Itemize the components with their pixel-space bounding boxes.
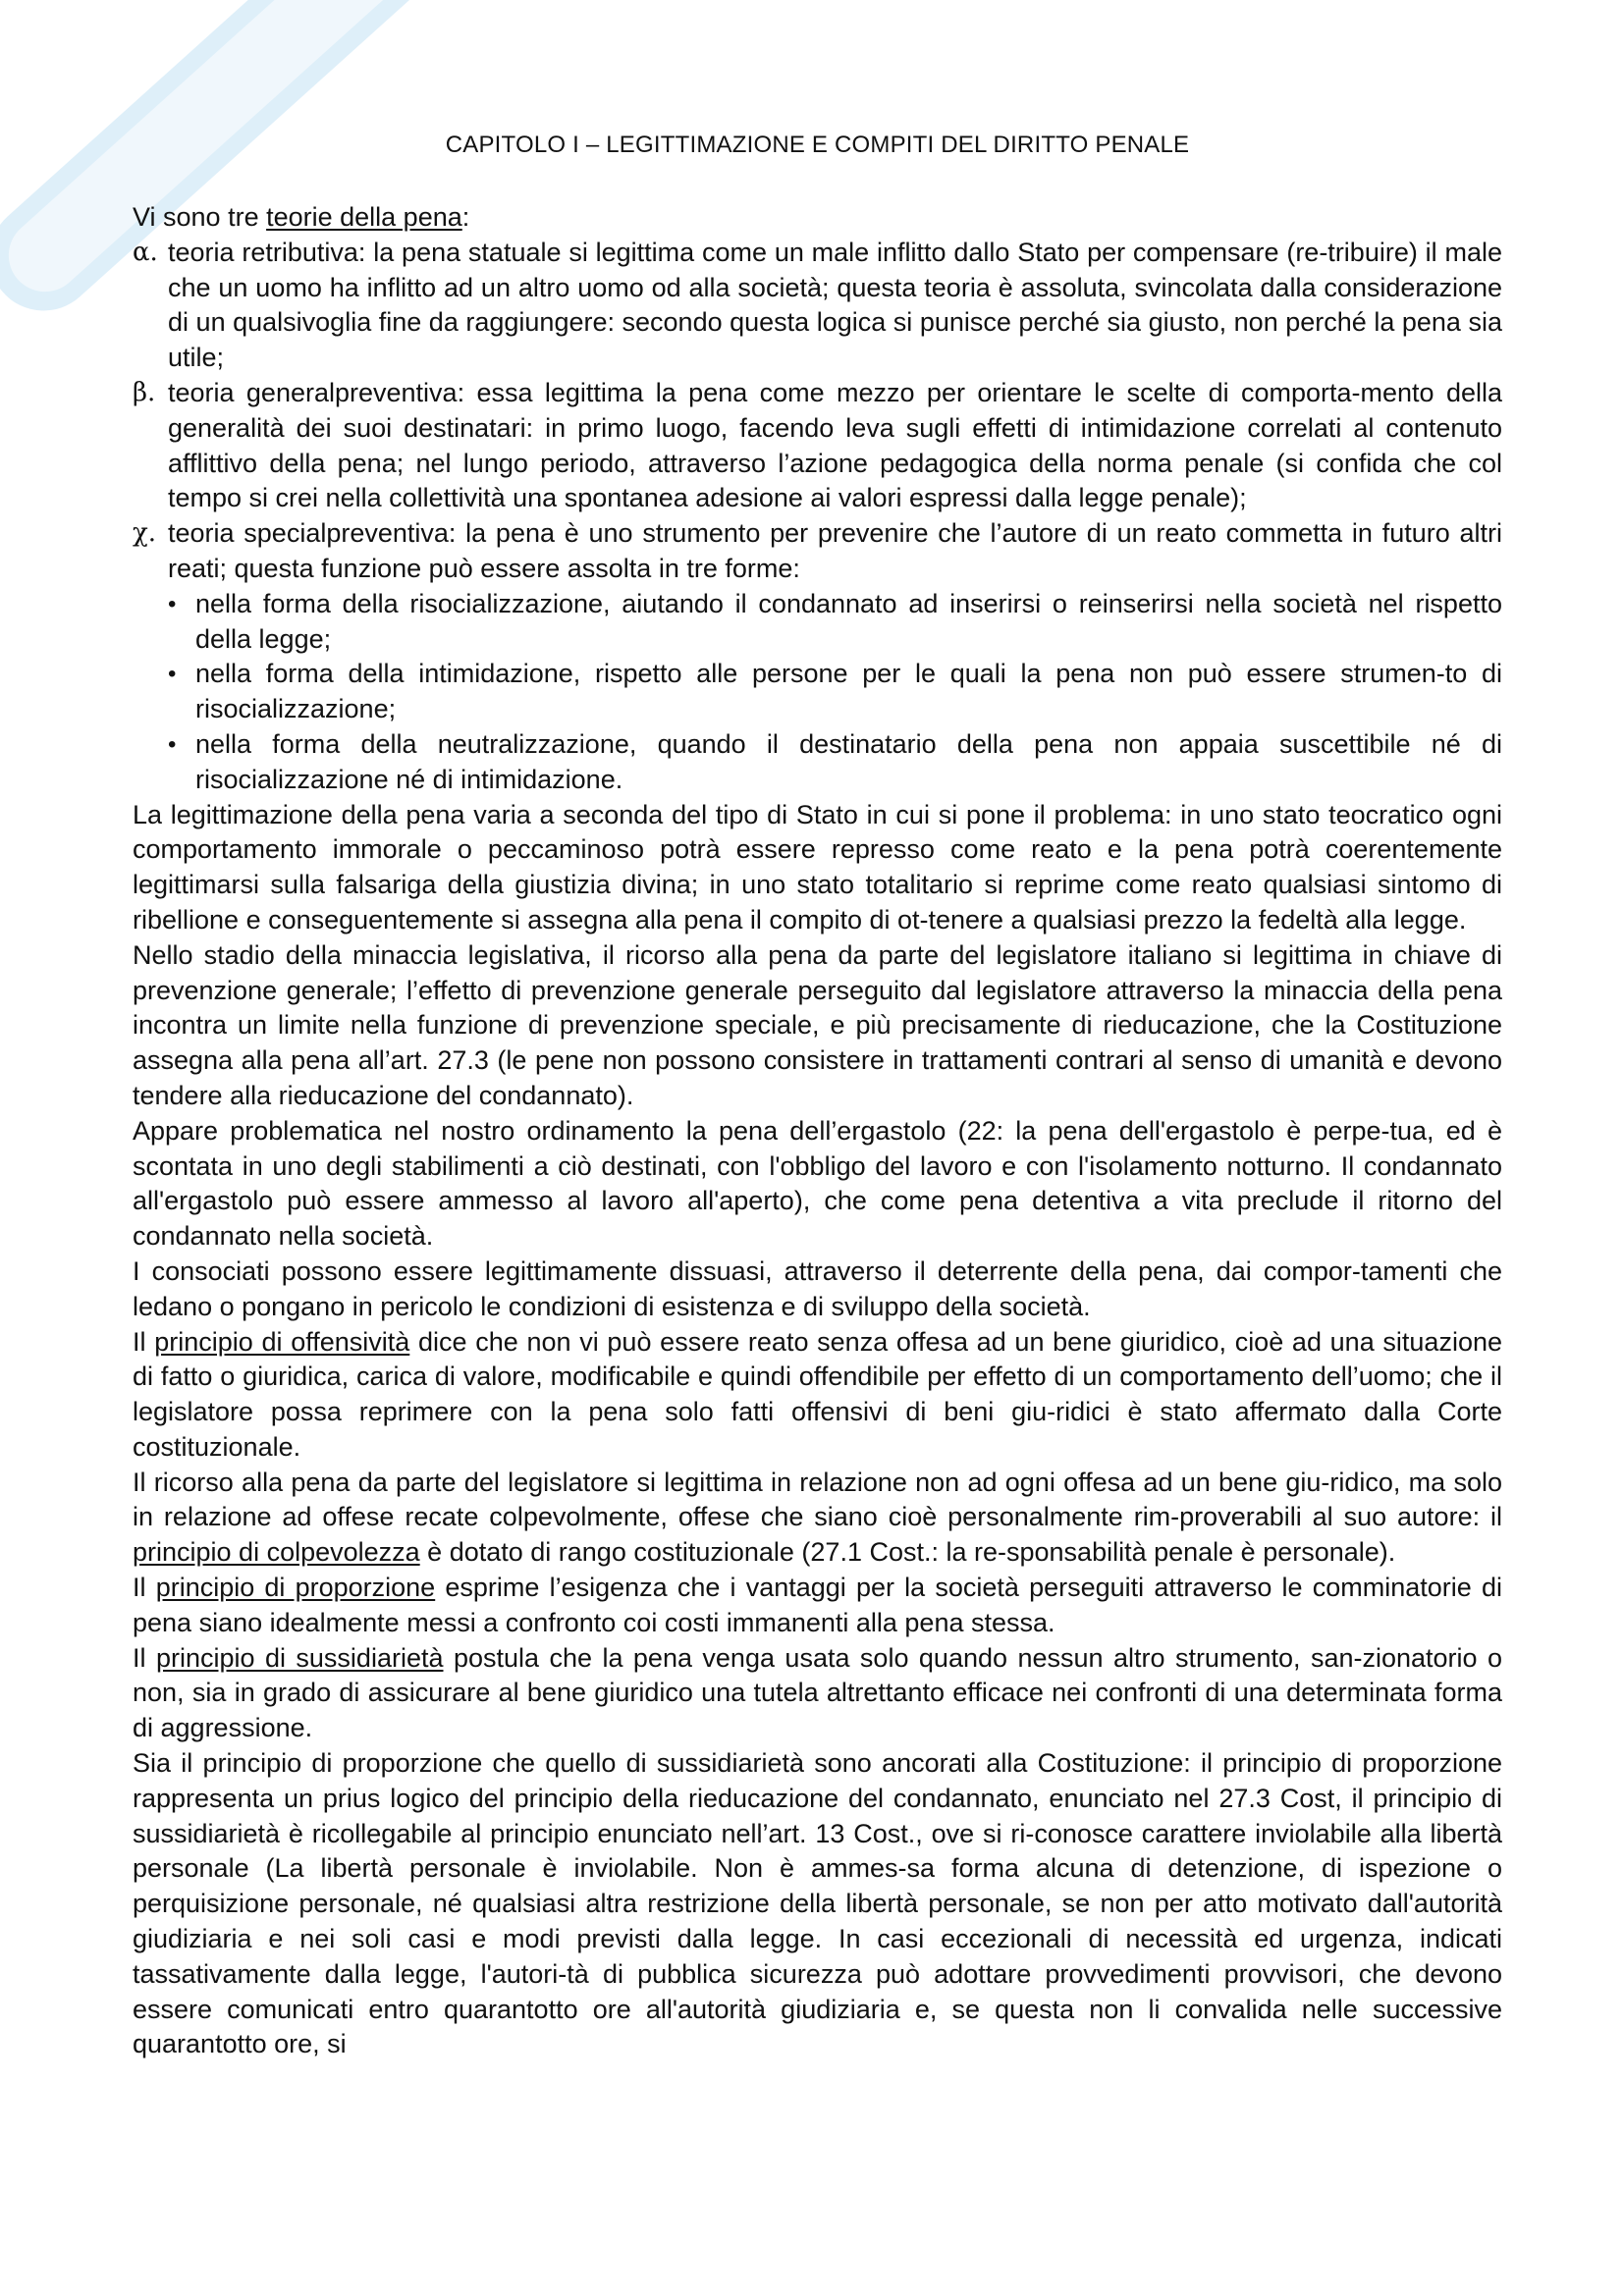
underlined-principle: principio di sussidiarietà — [155, 1642, 444, 1673]
intro-underlined-term: teorie della pena — [266, 202, 462, 232]
theory-item — [133, 516, 1502, 797]
bullet-icon: • — [168, 661, 177, 688]
alpha-marker: α. — [133, 237, 158, 267]
theory-item — [133, 236, 1502, 376]
theory-item — [133, 376, 1502, 516]
beta-marker: β. — [133, 377, 156, 407]
bullet-text: nella forma della intimidazione, rispetto alle persone per le quali la pena non può essere strumen-to di risocializzazione; — [195, 659, 1502, 724]
intro-suffix: : — [461, 202, 470, 232]
paragraph-constitution: Sia il principio di proporzione che quello di sussidiarietà sono ancorati alla Costituzione: il principio di proporzione rappresenta un prius logico del principio della rieducazione del condannato, enunciato nel 27.3 Cost, il principio di sussidiarietà è ricollegabile al principio enunciato nell’art. 13 Cost., ove si ri-conosce carattere inviolabile alla libertà personale (La libertà personale è inviolabile. Non è ammes-sa forma alcuna di detenzione, di ispezione o perquisizione personale, né qualsiasi altra restrizione della libertà personale, se non per atto motivato dall'autorità giudiziaria e nei soli casi e modi previsti dalla legge. In casi eccezionali di necessità ed urgenza, indicati tassativamente dalla legge, l'autori-tà di pubblica sicurezza può adottare provvedimenti provvisori, che devono essere comunicati entro quarantotto ore all'autorità giudiziaria e, se questa non li convalida nelle successive quarantotto ore, si — [133, 1748, 1502, 2059]
chi-marker: χ. — [133, 518, 157, 549]
paragraph-colpevolezza — [133, 1466, 1502, 1571]
theory-body — [168, 516, 1502, 797]
paragraph-lead: Il — [133, 1573, 156, 1603]
bullet-icon: • — [168, 590, 177, 617]
theory-text: teoria specialpreventiva: la pena è uno strumento per prevenire che l’autore di un reato commetta in futuro altri reati; questa funzione può essere assolta in tre forme: — [168, 518, 1502, 583]
paragraph-lead: Il — [133, 1326, 155, 1357]
chapter-title: CAPITOLO I – LEGITTIMAZIONE E COMPITI DEL DIRITTO PENALE — [445, 132, 1190, 158]
underlined-principle: principio di offensività — [154, 1326, 410, 1357]
intro-line — [133, 200, 1502, 236]
paragraph-sussidiarieta — [133, 1641, 1502, 1746]
theory-text: teoria retributiva: la pena statuale si legittima come un male inflitto dallo Stato per compensare (re-tribuire) il male che un uomo ha inflitto ad un altro uomo od alla società; questa teoria è assoluta, svincolata dalla considerazione di un qualsivoglia fine da raggiungere: secondo questa logica si punisce perché sia giusto, non perché la pena sia utile; — [168, 237, 1502, 373]
bullet-text: nella forma della neutralizzazione, quando il destinatario della pena non appaia suscettibile né di risocializzazione né di intimidazione. — [195, 728, 1502, 794]
paragraph-lead: Il — [133, 1642, 156, 1673]
list-item — [168, 657, 1502, 727]
paragraph-ergastolo: Appare problematica nel nostro ordinamento la pena dell’ergastolo (22: la pena dell'ergastolo è perpe-tua, ed è scontata in uno degli stabilimenti a ciò destinati, con l'obbligo del lavoro e con l'isolamento notturno. Il condannato all'ergastolo può essere ammesso al lavoro all'aperto), che come pena detentiva a vita preclude il ritorno del condannato nella società. — [133, 1115, 1502, 1252]
theory-text: teoria generalpreventiva: essa legittima la pena come mezzo per orientare le scelte di comporta-mento della generalità dei suoi destinatari: in primo luogo, facendo leva sugli effetti di intimidazione correlati al contenuto afflittivo della pena; nel lungo periodo, attraverso l’azione pedagogica della norma penale (si confida che col tempo si crei nella collettività una spontanea adesione ai valori espressi dalla legge penale); — [168, 377, 1502, 513]
paragraph-rest: postula che la pena venga usata solo quando nessun altro strumento, san-zionatorio o non, sia in grado di assicurare al bene giuridico una tutela altrettanto efficace nei confronti di una determinata forma di aggressione. — [133, 1642, 1502, 1743]
bullet-list — [168, 587, 1502, 798]
paragraph-offensivita — [133, 1325, 1502, 1466]
paragraph-rest: dice che non vi può essere reato senza offesa ad un bene giuridico, cioè ad una situazione di fatto o giuridica, carica di valore, modificabile e quindi offendibile per effetto di un comportamento dell’uomo; che il legislatore possa reprimere con la pena solo fatti offensivi di beni giu-ridici è stato affermato dalla Corte costituzionale. — [133, 1326, 1502, 1462]
paragraph-state-legitimation: La legittimazione della pena varia a seconda del tipo di Stato in cui si pone il problema: in uno stato teocratico ogni comportamento immorale o peccaminoso potrà essere represso come reato e la pena potrà coerentemente legittimarsi sulla falsariga della giustizia divina; in uno stato totalitario si reprime come reato qualsiasi sintomo di ribellione e conseguentemente si assegna alla pena il compito di ot-tenere a qualsiasi prezzo la fedeltà alla legge. — [133, 799, 1502, 934]
paragraph-proporzione — [133, 1571, 1502, 1641]
paragraph-deterrence: I consociati possono essere legittimamente dissuasi, attraverso il deterrente della pena, dai compor-tamenti che ledano o pongano in pericolo le condizioni di esistenza e di sviluppo della società. — [133, 1255, 1502, 1321]
list-item — [168, 587, 1502, 658]
list-item — [168, 727, 1502, 798]
bullet-icon: • — [168, 730, 177, 758]
paragraph-rest: esprime l’esigenza che i vantaggi per la società perseguiti attraverso le comminatorie di pena siano idealmente messi a confronto coi costi immanenti alla pena stessa. — [133, 1573, 1502, 1637]
intro-prefix: Vi sono tre — [133, 202, 267, 232]
paragraph-rest: è dotato di rango costituzionale (27.1 Cost.: la re-sponsabilità penale è personale). — [419, 1537, 1396, 1568]
document-page — [133, 130, 1502, 2062]
underlined-principle: principio di colpevolezza — [133, 1537, 420, 1568]
paragraph-legislative-threat: Nello stadio della minaccia legislativa, il ricorso alla pena da parte del legislatore italiano si legittima in chiave di prevenzione generale; l’effetto di prevenzione generale perseguito dal legislatore attraverso la minaccia della pena incontra un limite nella funzione di prevenzione speciale, e più precisamente di rieducazione, che la Costituzione assegna alla pena all’art. 27.3 (le pene non possono consistere in trattamenti contrari al senso di umanità e devono tendere alla rieducazione del condannato). — [133, 939, 1502, 1110]
paragraph-lead: Il ricorso alla pena da parte del legislatore si legittima in relazione non ad ogni offesa ad un bene giu-ridico, ma solo in relazione ad offese recate colpevolmente, offese che siano cioè personalmente rim-proverabili al suo autore: il — [133, 1467, 1502, 1532]
underlined-principle: principio di proporzione — [155, 1573, 436, 1603]
bullet-text: nella forma della risocializzazione, aiutando il condannato ad inserirsi o reinserirsi nella società nel rispetto della legge; — [195, 588, 1502, 654]
